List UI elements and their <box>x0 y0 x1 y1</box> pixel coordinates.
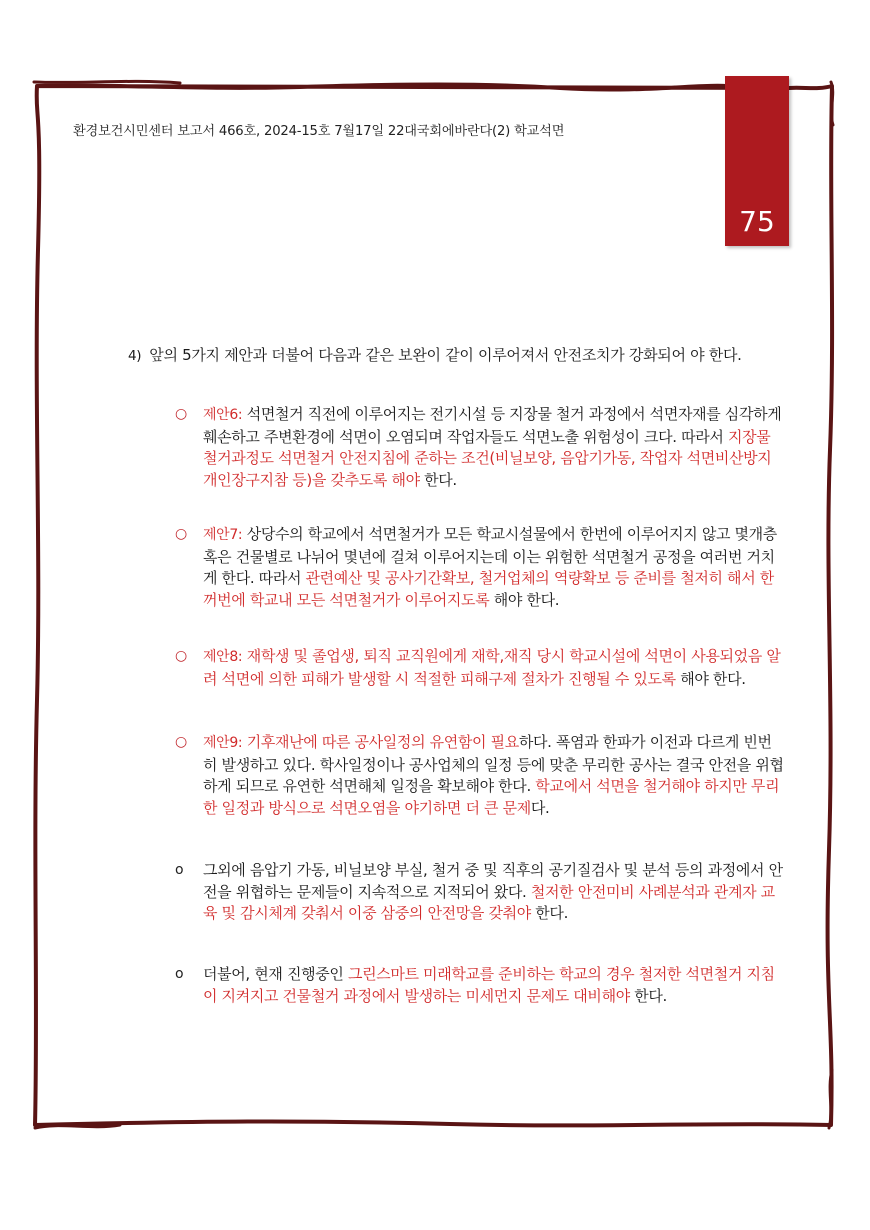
page-number-tab <box>725 76 789 246</box>
item-highlight: 재학생 및 졸업생, 퇴직 교직원에게 재학,재직 당시 학교시설에 석면이 사용되었음 알려 석면에 의한 피해가 발생할 시 적절한 피해구제 절차가 진행될 수 있도록 <box>203 647 781 688</box>
list-item <box>173 860 785 942</box>
item-text: 더불어, 현재 진행중인 <box>203 965 348 983</box>
list-item <box>173 732 785 840</box>
proposal-label: 제안6: <box>203 407 243 423</box>
proposal-label: 제안7: <box>203 527 243 543</box>
report-header: 환경보건시민센터 보고서 466호, 2024-15호 7월17일 22대국회에바란다(2) 학교석면 <box>73 124 565 139</box>
item-highlight: 그린스마트 미래학교를 준비하는 학교의 경우 철저한 석면철거 지침이 지켜지고 건물철거 과정에서 발생하는 미세먼지 문제도 대비해야 <box>203 965 775 1005</box>
proposal-list <box>173 404 785 1030</box>
item-highlight: 학교에서 석면을 철거해야 하지만 무리한 일정과 방식으로 석면오염을 야기하면 더 큰 문제 <box>203 777 780 817</box>
circle-bullet-icon: ○ <box>175 526 187 542</box>
item-text: 다. <box>530 798 550 817</box>
proposal-label: 제안9: <box>203 735 243 751</box>
circle-bullet-icon: ○ <box>175 648 187 664</box>
item-text: 한다. <box>419 470 457 489</box>
circle-bullet-icon: o <box>175 862 184 878</box>
intro-text: 앞의 5가지 제안과 더불어 다음과 같은 보완이 같이 이루어져서 안전조치가 강화되어 야 한다. <box>149 346 742 364</box>
circle-bullet-icon: ○ <box>175 406 187 422</box>
item-text: 석면철거 직전에 이루어지는 전기시설 등 지장물 철거 과정에서 석면자재를 심각하게 훼손하고 주변환경에 석면이 오염되며 작업자들도 석면노출 위험성이 크다. 따라서 <box>203 405 782 446</box>
item-text: 하다. 폭염과 한파가 이전과 다르게 빈번히 발생하고 있다. 학사일정이나 공사업체의 일정 등에 맞춘 무리한 공사는 결국 안전을 위협하게 되므로 유연한 석면해체 일정을 확보해야 한다. <box>203 733 784 796</box>
item-text: 그외에 음압기 가동, 비닐보양 부실, 철거 중 및 직후의 공기질검사 및 분석 등의 과정에서 안전을 위협하는 문제들이 지속적으로 지적되어 왔다. <box>203 861 783 901</box>
intro-number: 4) <box>128 348 142 364</box>
circle-bullet-icon: ○ <box>175 734 187 750</box>
item-text: 해야 한다. <box>675 669 746 688</box>
list-item <box>173 524 785 628</box>
list-item <box>173 964 785 1030</box>
item-highlight: 기후재난에 따른 공사일정의 유연함이 필요 <box>242 733 519 751</box>
item-text: 한다. <box>530 904 568 923</box>
item-highlight: 관련예산 및 공사기간확보, 철거업체의 역량확보 등 준비를 철저히 해서 한꺼번에 학교내 모든 석면철거가 이루어지도록 <box>203 569 774 609</box>
item-highlight: 지장물 철거과정도 석면철거 안전지침에 준하는 조건(비닐보양, 음압기가동, 작업자 석면비산방지 개인장구지참 등)을 갖추도록 해야 <box>203 427 772 489</box>
item-text: 상당수의 학교에서 석면철거가 모든 학교시설물에서 한번에 이루어지지 않고 몇개층 혹은 건물별로 나뉘어 몇년에 걸쳐 이루어지는데 이는 위험한 석면철거 공정을 여러번 거치게 한다. 따라서 <box>203 525 777 588</box>
item-text: 해야 한다. <box>489 590 560 609</box>
proposal-label: 제안8: <box>203 649 243 665</box>
intro-paragraph <box>128 345 778 367</box>
page-number: 75 <box>739 205 775 238</box>
list-item <box>173 404 785 508</box>
circle-bullet-icon: o <box>175 966 184 982</box>
item-text: 한다. <box>629 986 667 1005</box>
list-item <box>173 646 785 708</box>
item-highlight: 철저한 안전미비 사례분석과 관계자 교육 및 감시체계 갖춰서 이중 삼중의 안전망을 갖춰야 <box>203 882 775 923</box>
